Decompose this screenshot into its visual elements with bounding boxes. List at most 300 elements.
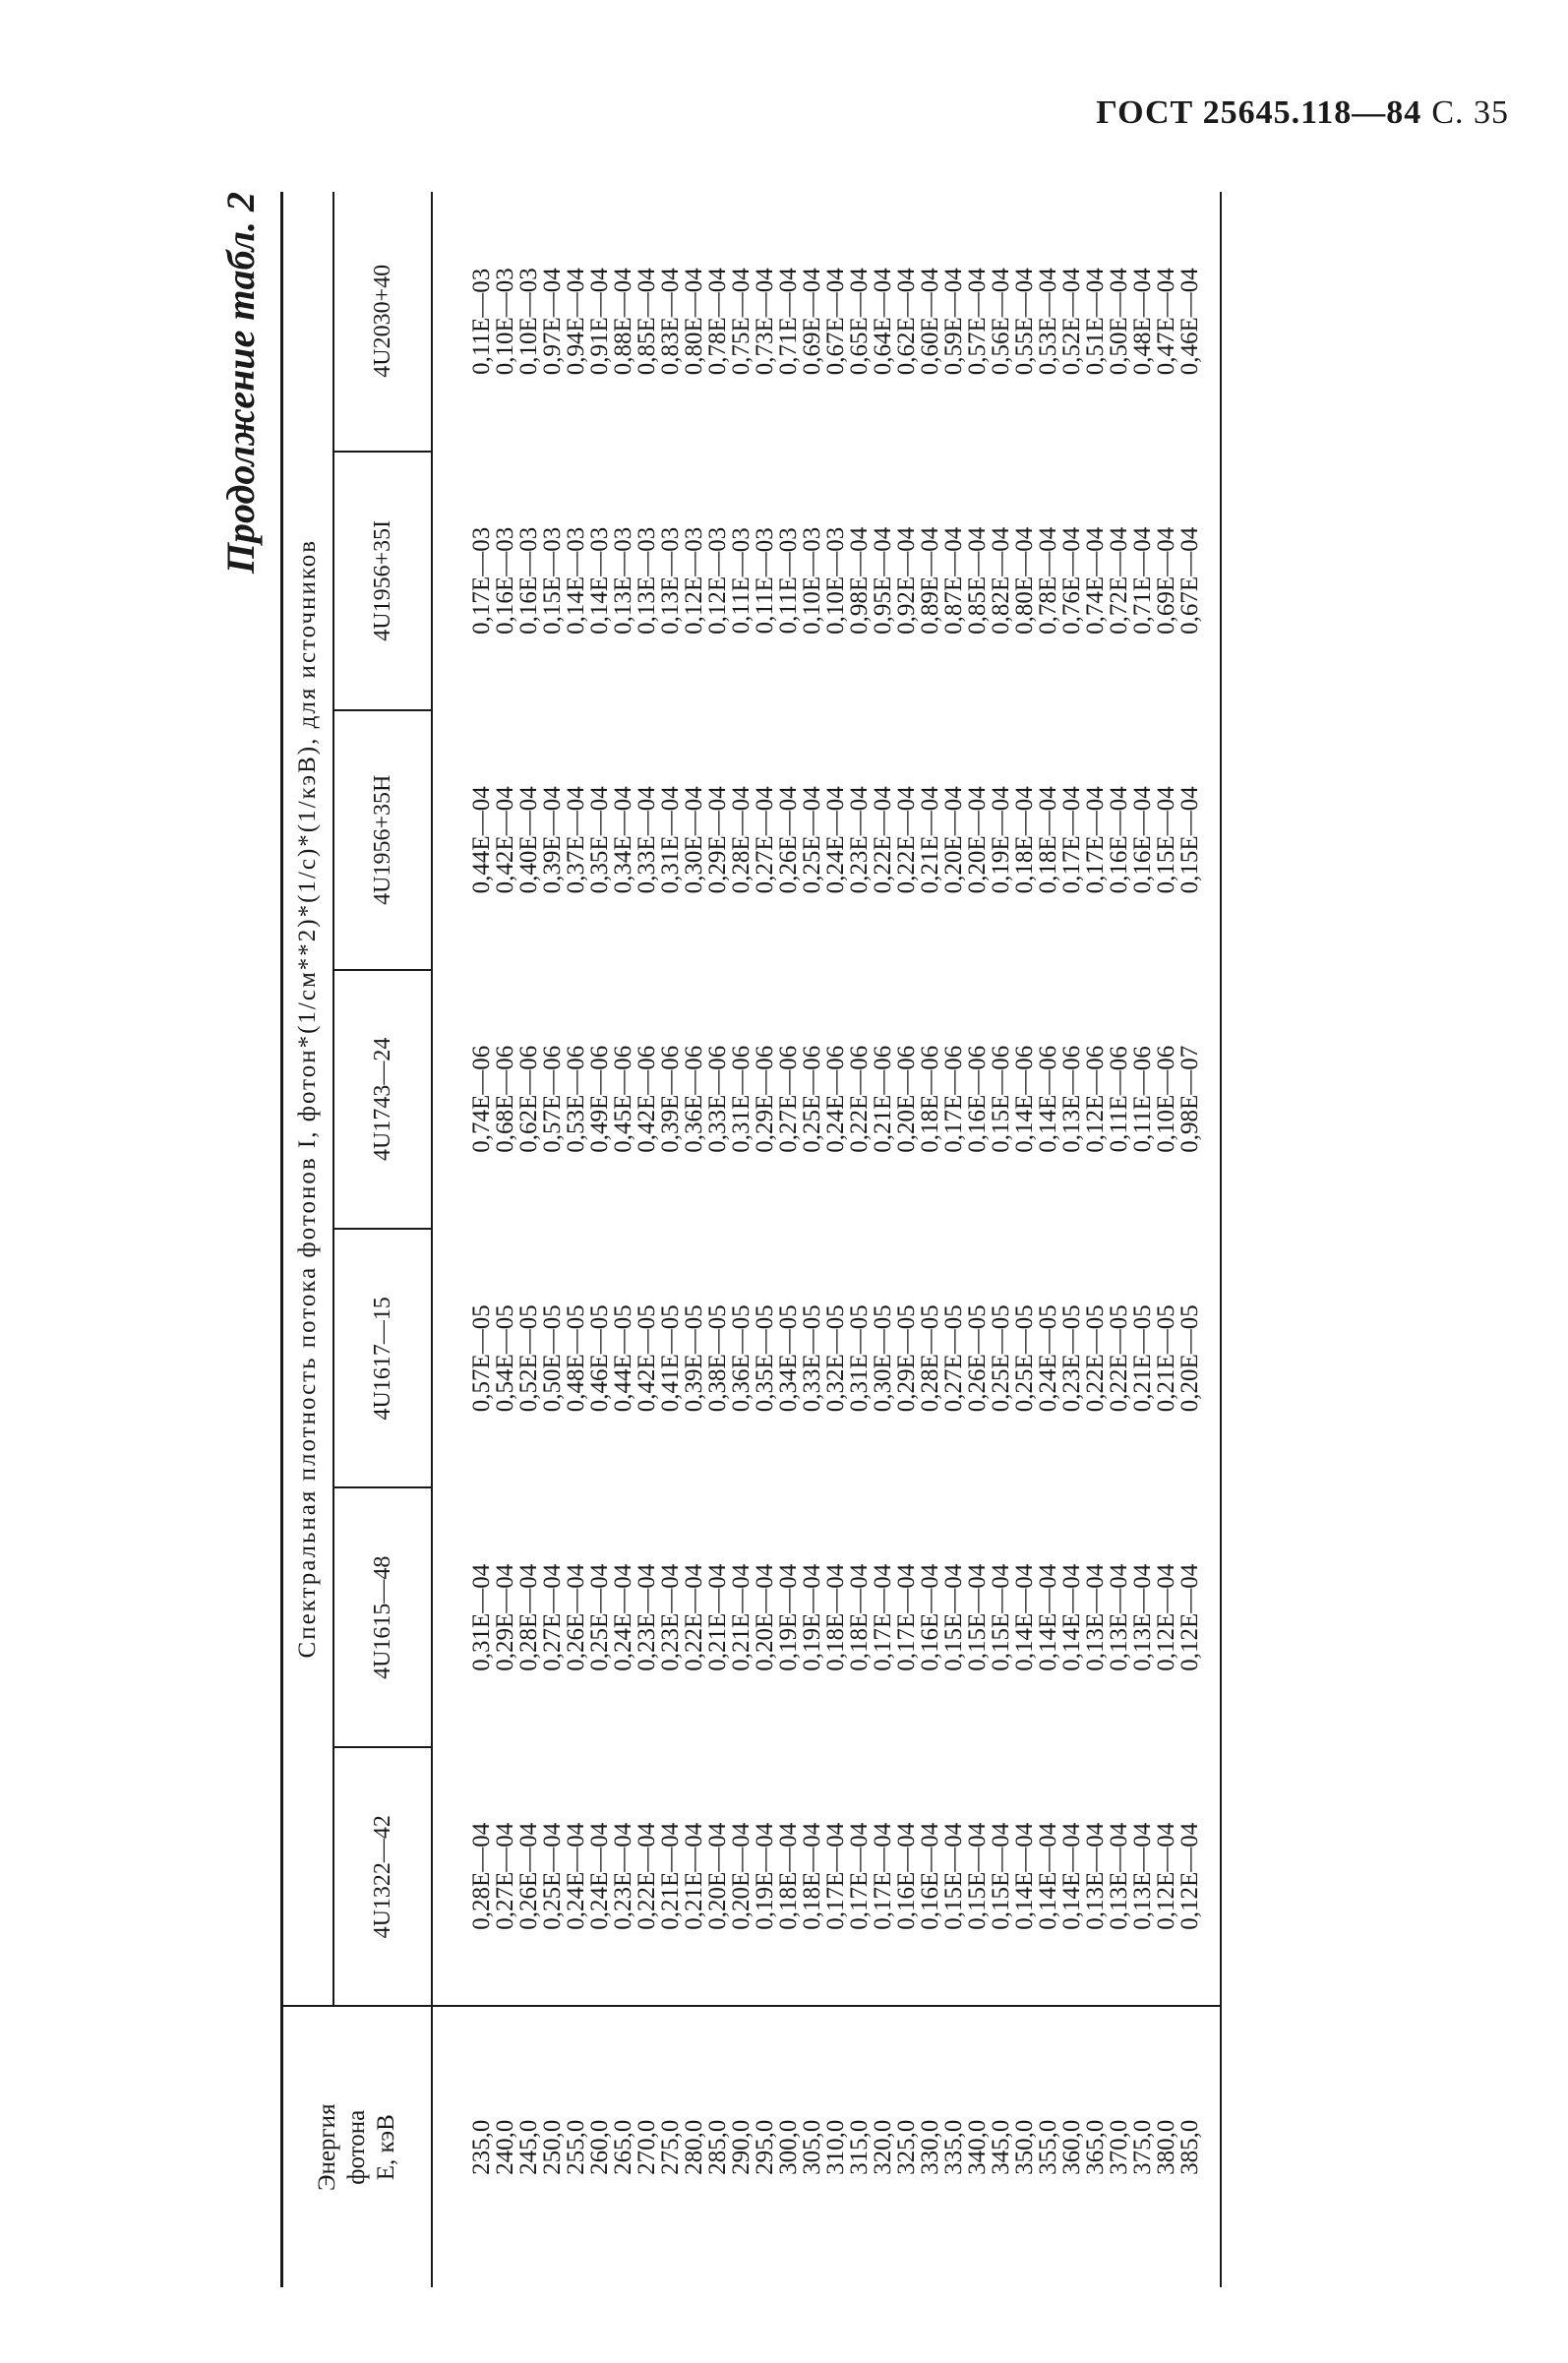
flux-value-cell: 0,34E—05 [775,1304,802,1413]
flux-value-cell: 0,16E—04 [1129,786,1156,894]
flux-value-cell: 0,19E—04 [752,1822,778,1930]
energy-cell: 245,0 [517,2006,541,2287]
flux-value-cell: 0,14E—06 [1011,1045,1038,1153]
flux-value-cell: 0,39E—04 [539,786,566,894]
flux-value-cell: 0,29E—06 [752,1045,778,1153]
flux-value-cell: 0,12E—03 [681,526,707,635]
flux-value-cell: 0,50E—04 [1106,268,1132,376]
flux-value-cell: 0,22E—05 [1106,1304,1132,1413]
table-row [1084,192,1108,2287]
flux-value-cell: 0,31E—04 [468,1563,495,1671]
table-caption: Продолжение табл. 2 [218,192,263,575]
flux-value-cell: 0,78E—04 [704,268,731,376]
flux-value-cell: 0,71E—04 [775,268,802,376]
flux-value-cell: 0,15E—04 [988,1563,1014,1671]
flux-value-cell: 0,80E—04 [1011,526,1038,635]
flux-value-cell: 0,74E—06 [468,1045,495,1153]
source-header: 4U1322—42 [333,1747,432,2006]
flux-value-cell: 0,12E—04 [1176,1563,1203,1671]
flux-value-cell: 0,18E—06 [917,1045,943,1153]
table-row [588,192,612,2287]
flux-value-cell: 0,24E—04 [822,786,849,894]
flux-value-cell: 0,15E—04 [1153,786,1179,894]
flux-value-cell: 0,22E—04 [681,1563,707,1671]
flux-value-cell: 0,25E—06 [799,1045,825,1153]
flux-value-cell: 0,29E—04 [704,786,731,894]
flux-value-cell: 0,26E—04 [515,1822,542,1930]
flux-value-cell: 0,21E—04 [657,1822,684,1930]
flux-value-cell: 0,13E—04 [1129,1563,1156,1671]
flux-value-cell: 0,51E—04 [1082,268,1109,376]
flux-value-cell: 0,53E—06 [563,1045,589,1153]
flux-value-cell: 0,98E—04 [846,526,873,635]
flux-value-cell: 0,18E—04 [822,1563,849,1671]
table-row [895,192,919,2287]
energy-cell: 290,0 [730,2006,754,2287]
energy-cell: 285,0 [706,2006,730,2287]
flux-value-cell: 0,24E—04 [610,1563,636,1671]
flux-value-cell: 0,44E—05 [610,1304,636,1413]
table-row [1108,192,1131,2287]
flux-value-cell: 0,39E—05 [681,1304,707,1413]
energy-cell: 315,0 [848,2006,872,2287]
flux-value-cell: 0,10E—03 [515,268,542,376]
flux-value-cell: 0,17E—04 [1082,786,1109,894]
flux-value-cell: 0,25E—04 [539,1822,566,1930]
flux-value-cell: 0,15E—04 [964,1563,991,1671]
table-row [494,192,517,2287]
flux-value-cell: 0,13E—04 [1082,1563,1109,1671]
flux-value-cell: 0,12E—06 [1082,1045,1109,1153]
energy-cell: 375,0 [1131,2006,1155,2287]
flux-value-cell: 0,12E—04 [1153,1563,1179,1671]
energy-cell: 365,0 [1084,2006,1108,2287]
page-number: С. 35 [1431,94,1509,131]
flux-value-cell: 0,17E—04 [846,1822,873,1930]
flux-value-cell: 0,16E—06 [964,1045,991,1153]
flux-value-cell: 0,20E—06 [893,1045,920,1153]
flux-value-cell: 0,35E—05 [752,1304,778,1413]
standard-number: ГОСТ 25645.118—84 [1096,94,1422,131]
flux-value-cell: 0,37E—04 [563,786,589,894]
flux-value-cell: 0,21E—04 [704,1563,731,1671]
flux-value-cell: 0,20E—04 [752,1563,778,1671]
flux-value-cell: 0,42E—05 [633,1304,660,1413]
flux-value-cell: 0,17E—04 [822,1822,849,1930]
table-row [517,192,541,2287]
flux-value-cell: 0,16E—04 [917,1563,943,1671]
flux-value-cell: 0,75E—04 [728,268,754,376]
flux-value-cell: 0,33E—06 [704,1045,731,1153]
source-header: 4U1956+35I [333,452,432,710]
flux-value-cell: 0,46E—05 [586,1304,613,1413]
flux-value-cell: 0,74E—04 [1082,526,1109,635]
flux-value-cell: 0,14E—04 [1011,1563,1038,1671]
flux-value-cell: 0,16E—03 [492,526,518,635]
energy-column-header [283,2006,432,2287]
flux-value-cell: 0,44E—04 [468,786,495,894]
flux-value-cell: 0,42E—06 [633,1045,660,1153]
flux-value-cell: 0,52E—05 [515,1304,542,1413]
flux-value-cell: 0,13E—04 [1106,1822,1132,1930]
flux-value-cell: 0,23E—04 [633,1563,660,1671]
table-row [801,192,824,2287]
flux-value-cell: 0,31E—05 [846,1304,873,1413]
energy-cell: 310,0 [824,2006,848,2287]
flux-value-cell: 0,50E—05 [539,1304,566,1413]
flux-value-cell: 0,14E—04 [1058,1822,1085,1930]
table-row [470,192,494,2287]
flux-value-cell: 0,22E—06 [846,1045,873,1153]
flux-value-cell: 0,38E—05 [704,1304,731,1413]
flux-value-cell: 0,15E—04 [988,1822,1014,1930]
flux-value-cell: 0,12E—04 [1176,1822,1203,1930]
flux-value-cell: 0,62E—06 [515,1045,542,1153]
source-header: 4U2030+40 [333,192,432,452]
flux-value-cell: 0,23E—04 [657,1563,684,1671]
source-header: 4U1617—15 [333,1229,432,1487]
flux-value-cell: 0,20E—04 [964,786,991,894]
flux-value-cell: 0,17E—04 [893,1563,920,1671]
flux-value-cell: 0,80E—04 [681,268,707,376]
flux-value-cell: 0,67E—04 [1176,526,1203,635]
flux-value-cell: 0,25E—04 [586,1563,613,1671]
table-row [565,192,588,2287]
flux-value-cell: 0,73E—04 [752,268,778,376]
table-row [659,192,683,2287]
spectral-flux-table [280,192,1222,2287]
flux-value-cell: 0,18E—04 [846,1563,873,1671]
energy-cell: 340,0 [966,2006,990,2287]
flux-value-cell: 0,34E—04 [610,786,636,894]
energy-cell: 350,0 [1013,2006,1037,2287]
flux-value-cell: 0,16E—04 [1106,786,1132,894]
flux-value-cell: 0,14E—04 [1058,1563,1085,1671]
energy-cell: 260,0 [588,2006,612,2287]
flux-value-cell: 0,13E—03 [657,526,684,635]
flux-value-cell: 0,31E—04 [657,786,684,894]
flux-value-cell: 0,55E—04 [1011,268,1038,376]
flux-value-cell: 0,13E—03 [610,526,636,635]
table-row [824,192,848,2287]
flux-value-cell: 0,15E—03 [539,526,566,635]
flux-value-cell: 0,25E—05 [988,1304,1014,1413]
table-body [432,192,1222,2287]
table-row [1131,192,1155,2287]
table-row [1013,192,1037,2287]
flux-value-cell: 0,15E—04 [1176,786,1203,894]
flux-value-cell: 0,13E—06 [1058,1045,1085,1153]
flux-value-cell: 0,71E—04 [1129,526,1156,635]
energy-header-line: E, кэВ [373,2114,399,2181]
energy-cell: 330,0 [919,2006,942,2287]
table-row [848,192,872,2287]
flux-value-cell: 0,24E—05 [1035,1304,1061,1413]
flux-value-cell: 0,22E—04 [893,786,920,894]
flux-value-cell: 0,31E—06 [728,1045,754,1153]
flux-value-cell: 0,16E—04 [917,1822,943,1930]
flux-value-cell: 0,30E—04 [681,786,707,894]
flux-value-cell: 0,54E—05 [492,1304,518,1413]
flux-value-cell: 0,25E—05 [1011,1304,1038,1413]
flux-value-cell: 0,18E—04 [1011,786,1038,894]
flux-value-cell: 0,72E—04 [1106,526,1132,635]
table-row [1037,192,1060,2287]
flux-value-cell: 0,20E—04 [940,786,967,894]
flux-value-cell: 0,56E—04 [988,268,1014,376]
energy-header-line: фотона [343,2109,370,2185]
flux-value-cell: 0,11E—03 [468,268,495,375]
flux-value-cell: 0,17E—04 [870,1563,896,1671]
energy-cell: 345,0 [990,2006,1013,2287]
flux-value-cell: 0,94E—04 [563,268,589,376]
flux-value-cell: 0,57E—04 [964,268,991,376]
energy-cell: 280,0 [683,2006,706,2287]
flux-value-cell: 0,11E—06 [1106,1046,1132,1153]
flux-value-cell: 0,14E—03 [586,526,613,635]
flux-value-cell: 0,22E—04 [633,1822,660,1930]
flux-value-cell: 0,39E—06 [657,1045,684,1153]
flux-value-cell: 0,62E—04 [893,268,920,376]
flux-value-cell: 0,35E—04 [586,786,613,894]
flux-value-cell: 0,27E—05 [940,1304,967,1413]
flux-value-cell: 0,42E—04 [492,786,518,894]
energy-cell: 270,0 [635,2006,659,2287]
flux-value-cell: 0,18E—04 [799,1822,825,1930]
flux-value-cell: 0,52E—04 [1058,268,1085,376]
flux-value-cell: 0,14E—03 [563,526,589,635]
flux-value-cell: 0,16E—04 [893,1822,920,1930]
table-row [754,192,777,2287]
flux-value-cell: 0,33E—04 [633,786,660,894]
flux-value-cell: 0,17E—03 [468,526,495,635]
flux-value-cell: 0,48E—04 [1129,268,1156,376]
flux-value-cell: 0,24E—06 [822,1045,849,1153]
flux-value-cell: 0,60E—04 [917,268,943,376]
flux-value-cell: 0,23E—04 [846,786,873,894]
flux-value-cell: 0,85E—04 [964,526,991,635]
flux-value-cell: 0,28E—04 [468,1822,495,1930]
flux-value-cell: 0,20E—04 [704,1822,731,1930]
flux-value-cell: 0,10E—06 [1153,1045,1179,1153]
energy-cell: 355,0 [1037,2006,1060,2287]
flux-value-cell: 0,27E—04 [752,786,778,894]
flux-value-cell: 0,92E—04 [893,526,920,635]
flux-value-cell: 0,13E—04 [1082,1822,1109,1930]
spacer-row [1221,192,1222,2287]
flux-value-cell: 0,11E—03 [728,527,754,635]
energy-cell: 275,0 [659,2006,683,2287]
flux-value-cell: 0,15E—06 [988,1045,1014,1153]
spacer-row [432,192,470,2287]
flux-value-cell: 0,12E—04 [1153,1822,1179,1930]
energy-cell: 385,0 [1178,2006,1202,2287]
table-row [966,192,990,2287]
table-row [730,192,754,2287]
flux-value-cell: 0,45E—06 [610,1045,636,1153]
flux-value-cell: 0,32E—05 [822,1304,849,1413]
flux-value-cell: 0,78E—04 [1035,526,1061,635]
flux-value-cell: 0,41E—05 [657,1304,684,1413]
flux-value-cell: 0,13E—04 [1106,1563,1132,1671]
flux-value-cell: 0,36E—05 [728,1304,754,1413]
flux-value-cell: 0,14E—04 [1011,1822,1038,1930]
flux-value-cell: 0,19E—04 [988,786,1014,894]
flux-value-cell: 0,10E—03 [799,526,825,635]
spacer-row [1202,192,1221,2287]
flux-value-cell: 0,64E—04 [870,268,896,376]
flux-value-cell: 0,20E—04 [728,1822,754,1930]
flux-group-header: Спектральная плотность потока фотонов I, фотон*(1/см**2)*(1/с)*(1/кэВ), для источников [283,192,333,2006]
flux-value-cell: 0,22E—04 [870,786,896,894]
energy-cell: 360,0 [1060,2006,1084,2287]
flux-value-cell: 0,21E—05 [1129,1304,1156,1413]
flux-value-cell: 0,48E—05 [563,1304,589,1413]
flux-value-cell: 0,97E—04 [539,268,566,376]
table-row [612,192,635,2287]
flux-value-cell: 0,12E—03 [704,526,731,635]
flux-value-cell: 0,40E—04 [515,786,542,894]
flux-value-cell: 0,26E—05 [964,1304,991,1413]
flux-value-cell: 0,23E—04 [610,1822,636,1930]
flux-value-cell: 0,88E—04 [610,268,636,376]
table-row [1060,192,1084,2287]
flux-value-cell: 0,21E—04 [728,1563,754,1671]
flux-value-cell: 0,83E—04 [657,268,684,376]
source-header: 4U1956+35H [333,710,432,969]
flux-value-cell: 0,46E—04 [1176,268,1203,376]
flux-value-cell: 0,17E—04 [870,1822,896,1930]
energy-cell: 265,0 [612,2006,635,2287]
flux-value-cell: 0,11E—03 [752,527,778,635]
energy-cell: 380,0 [1155,2006,1178,2287]
flux-value-cell: 0,27E—04 [539,1563,566,1671]
flux-value-cell: 0,91E—04 [586,268,613,376]
flux-value-cell: 0,68E—06 [492,1045,518,1153]
flux-value-cell: 0,95E—04 [870,526,896,635]
flux-value-cell: 0,24E—04 [586,1822,613,1930]
flux-value-cell: 0,25E—04 [799,786,825,894]
energy-cell: 335,0 [942,2006,966,2287]
flux-value-cell: 0,29E—05 [893,1304,920,1413]
flux-value-cell: 0,26E—04 [775,786,802,894]
flux-value-cell: 0,33E—05 [799,1304,825,1413]
flux-value-cell: 0,49E—06 [586,1045,613,1153]
flux-value-cell: 0,47E—04 [1153,268,1179,376]
flux-value-cell: 0,18E—04 [1035,786,1061,894]
energy-cell: 325,0 [895,2006,919,2287]
flux-value-cell: 0,21E—04 [681,1822,707,1930]
flux-value-cell: 0,15E—04 [940,1822,967,1930]
flux-value-cell: 0,10E—03 [492,268,518,376]
table-row [1155,192,1178,2287]
page-header [1096,94,1509,132]
flux-value-cell: 0,27E—04 [492,1822,518,1930]
energy-cell: 320,0 [872,2006,895,2287]
flux-value-cell: 0,30E—05 [870,1304,896,1413]
rotated-table-block [211,192,1451,2287]
energy-cell: 235,0 [470,2006,494,2287]
flux-value-cell: 0,14E—04 [1035,1563,1061,1671]
table-row [919,192,942,2287]
flux-value-cell: 0,20E—05 [1176,1304,1203,1413]
flux-value-cell: 0,22E—05 [1082,1304,1109,1413]
flux-value-cell: 0,57E—06 [539,1045,566,1153]
flux-value-cell: 0,23E—05 [1058,1304,1085,1413]
flux-value-cell: 0,76E—04 [1058,526,1085,635]
flux-value-cell: 0,65E—04 [846,268,873,376]
flux-value-cell: 0,11E—06 [1129,1046,1156,1153]
flux-value-cell: 0,21E—04 [917,786,943,894]
energy-cell: 240,0 [494,2006,517,2287]
flux-value-cell: 0,57E—05 [468,1304,495,1413]
source-header: 4U1615—48 [333,1488,432,1747]
flux-value-cell: 0,13E—03 [633,526,660,635]
flux-value-cell: 0,19E—04 [799,1563,825,1671]
flux-value-cell: 0,28E—04 [515,1563,542,1671]
flux-value-cell: 0,28E—05 [917,1304,943,1413]
flux-value-cell: 0,27E—06 [775,1045,802,1153]
energy-cell: 250,0 [541,2006,565,2287]
flux-value-cell: 0,15E—04 [940,1563,967,1671]
table-row [683,192,706,2287]
flux-value-cell: 0,17E—04 [1058,786,1085,894]
flux-value-cell: 0,19E—04 [775,1563,802,1671]
flux-value-cell: 0,82E—04 [988,526,1014,635]
flux-value-cell: 0,15E—04 [964,1822,991,1930]
source-header: 4U1743—24 [333,970,432,1229]
energy-cell: 300,0 [777,2006,801,2287]
table-row [872,192,895,2287]
energy-cell: 255,0 [565,2006,588,2287]
flux-value-cell: 0,10E—03 [822,526,849,635]
flux-value-cell: 0,53E—04 [1035,268,1061,376]
table-row [990,192,1013,2287]
flux-value-cell: 0,16E—03 [515,526,542,635]
flux-value-cell: 0,21E—05 [1153,1304,1179,1413]
energy-cell: 370,0 [1108,2006,1131,2287]
flux-value-cell: 0,69E—04 [799,268,825,376]
flux-value-cell: 0,21E—06 [870,1045,896,1153]
energy-cell: 305,0 [801,2006,824,2287]
table-row [942,192,966,2287]
flux-value-cell: 0,67E—04 [822,268,849,376]
flux-value-cell: 0,18E—04 [775,1822,802,1930]
flux-value-cell: 0,28E—04 [728,786,754,894]
flux-value-cell: 0,26E—04 [563,1563,589,1671]
flux-value-cell: 0,69E—04 [1153,526,1179,635]
flux-value-cell: 0,87E—04 [940,526,967,635]
table-row [541,192,565,2287]
table-row [706,192,730,2287]
flux-value-cell: 0,85E—04 [633,268,660,376]
energy-cell: 295,0 [754,2006,777,2287]
flux-value-cell: 0,36E—06 [681,1045,707,1153]
energy-header-line: Энергия [314,2103,340,2192]
flux-value-cell: 0,98E—07 [1176,1045,1203,1153]
table-row [635,192,659,2287]
table-row [1178,192,1202,2287]
flux-value-cell: 0,17E—06 [940,1045,967,1153]
flux-value-cell: 0,13E—04 [1129,1822,1156,1930]
table-row [777,192,801,2287]
flux-value-cell: 0,89E—04 [917,526,943,635]
flux-value-cell: 0,29E—04 [492,1563,518,1671]
flux-value-cell: 0,14E—04 [1035,1822,1061,1930]
flux-value-cell: 0,59E—04 [940,268,967,376]
flux-value-cell: 0,24E—04 [563,1822,589,1930]
flux-value-cell: 0,14E—06 [1035,1045,1061,1153]
